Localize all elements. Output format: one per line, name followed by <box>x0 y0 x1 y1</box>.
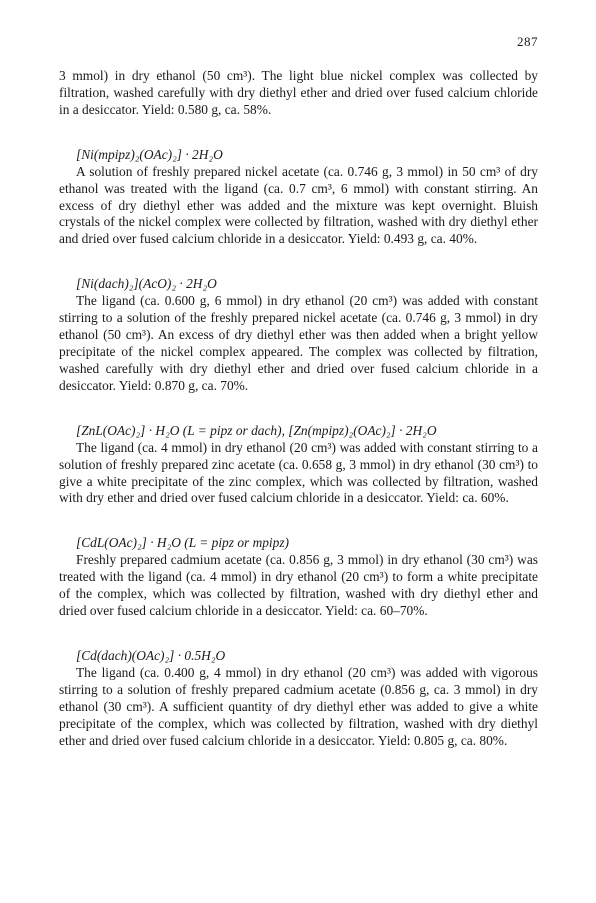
section-cd-dach <box>59 647 538 750</box>
compound-heading: [Cd(dach)(OAc)₂] · 0.5H₂O <box>76 647 226 663</box>
procedure-paragraph: The ligand (ca. 0.400 g, 4 mmol) in dry ethanol (20 cm³) was added with vigorous stirring to a solution of freshly prepared cadmium acetate (0.856 g, ca. 3 mmol) in dry ethanol (30 cm³). A sufficient quantity of dry diethyl ether was added to give a white precipitate of the complex, which was collected by filtration, washed with dry diethyl ether and dried over fused calcium chloride in a desiccator. Yield: 0.805 g, ca. 80%. <box>59 664 538 748</box>
compound-heading: [Ni(mpipz)₂(OAc)₂] · 2H₂O <box>76 146 223 162</box>
procedure-paragraph: The ligand (ca. 4 mmol) in dry ethanol (20 cm³) was added with constant stirring to a solution of freshly prepared zinc acetate (ca. 0.658 g, 3 mmol) in dry ethanol (30 cm³) to give a white precipitate of the zinc complex, which was collected by filtration, washed with dry ether and dried over fused calcium chloride in a desiccator. Yield: ca. 60%. <box>59 439 538 506</box>
section-zn-complexes <box>59 422 538 508</box>
compound-heading: [ZnL(OAc)₂] · H₂O (L = pipz or dach), [Zn(mpipz)₂(OAc)₂] · 2H₂O <box>76 422 437 438</box>
page-number: 287 <box>517 34 538 49</box>
section-ni-dach <box>59 275 538 394</box>
procedure-paragraph: A solution of freshly prepared nickel acetate (ca. 0.746 g, 3 mmol) in 50 cm³ of dry ethanol was treated with the ligand (ca. 0.7 cm³, 6 mmol) with constant stirring. An excess of dry diethyl ether was added and the mixture was kept overnight. Bluish crystals of the nickel complex were collected by filtration, washed with dry diethyl ether and dried over fused calcium chloride in a desiccator. Yield: 0.493 g, ca. 40%. <box>59 163 538 247</box>
compound-heading: [CdL(OAc)₂] · H₂O (L = pipz or mpipz) <box>76 535 290 551</box>
compound-heading: [Ni(dach)₂](AcO)₂ · 2H₂O <box>76 276 217 292</box>
section-ni-mpipz <box>59 146 538 249</box>
intro-paragraph: 3 mmol) in dry ethanol (50 cm³). The light blue nickel complex was collected by filtration, washed carefully with dry diethyl ether and dried over fused calcium chloride in a desiccator. Yield: 0.580 g, ca. 58%. <box>59 68 538 117</box>
page-content <box>59 68 538 749</box>
procedure-paragraph: The ligand (ca. 0.600 g, 6 mmol) in dry ethanol (20 cm³) was added with constant stirring to a solution of the freshly prepared nickel acetate (ca. 0.746 g, 3 mmol) in dry ethanol (50 cm³). An excess of dry diethyl ether was then added when a bright yellow precipitate of the nickel complex appeared. The complex was collected by filtration, washed carefully with dry diethyl ether and dried over fused calcium chloride in a desiccator. Yield: 0.870 g, ca. 70%. <box>59 293 538 393</box>
procedure-paragraph: Freshly prepared cadmium acetate (ca. 0.856 g, 3 mmol) in dry ethanol (30 cm³) was treated with the ligand (ca. 4 mmol) in dry ethanol (20 cm³) to form a white precipitate of the complex, which was collected by filtration, washed with dry diethyl ether and dried over fused calcium chloride in a desiccator. Yield: ca. 60–70%. <box>59 552 538 619</box>
section-cd-complexes <box>59 534 538 620</box>
